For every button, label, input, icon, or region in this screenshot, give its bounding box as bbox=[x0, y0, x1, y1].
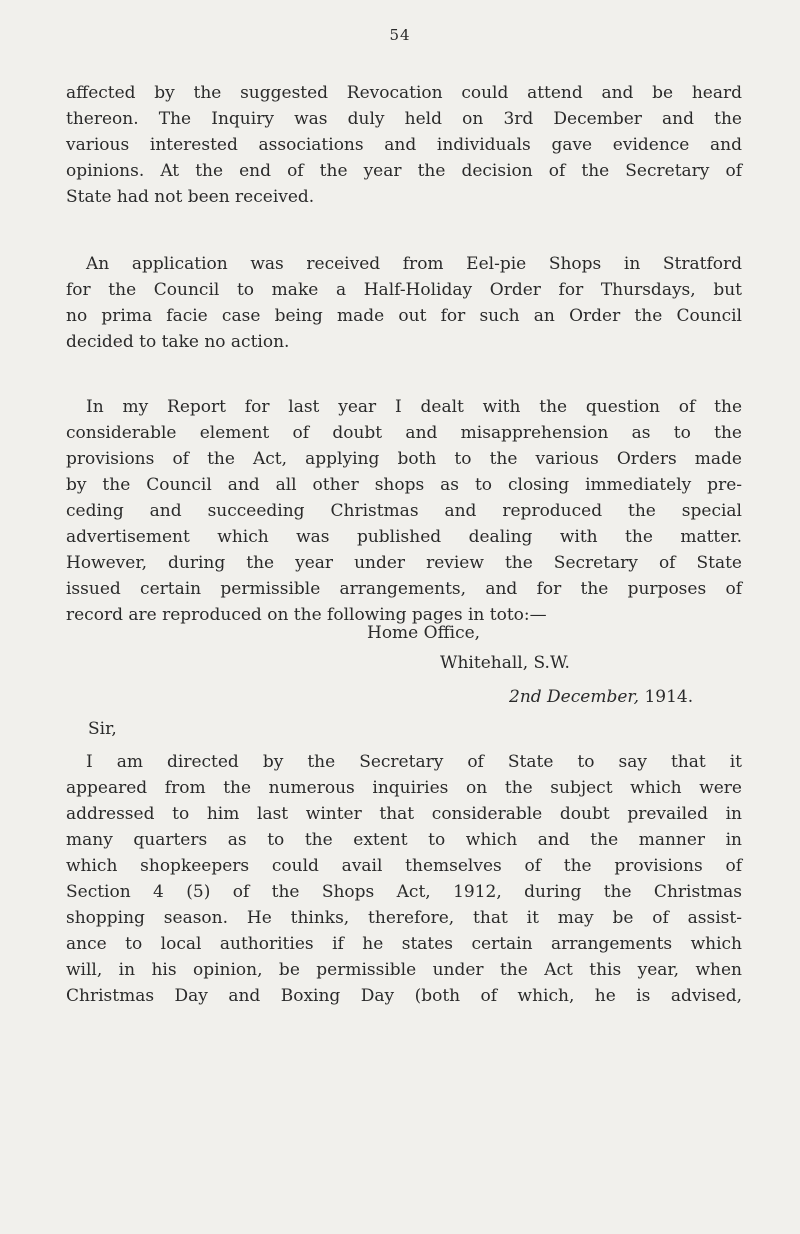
letter-date-year: 1914. bbox=[644, 687, 694, 707]
text-line: ance to local authorities if he states certain arrangements which bbox=[66, 934, 742, 954]
text-line: by the Council and all other shops as to closing immediately pre- bbox=[66, 475, 742, 495]
text-line: affected by the suggested Revocation could attend and be heard bbox=[66, 83, 742, 103]
text-line: advertisement which was published dealing with the matter. bbox=[66, 527, 742, 547]
text-line: no prima facie case being made out for such an Order the Council bbox=[66, 306, 742, 326]
text-line: opinions. At the end of the year the decision of the Secretary of bbox=[66, 161, 742, 181]
text-line: Christmas Day and Boxing Day (both of which, he is advised, bbox=[66, 986, 742, 1006]
text-line: will, in his opinion, be permissible under the Act this year, when bbox=[66, 960, 742, 980]
letter-address-line2: Whitehall, S.W. bbox=[440, 653, 570, 673]
text-line: thereon. The Inquiry was duly held on 3rd December and the bbox=[66, 109, 742, 129]
paragraph-1 bbox=[66, 80, 742, 210]
text-line: appeared from the numerous inquiries on the subject which were bbox=[66, 778, 742, 798]
text-line: many quarters as to the extent to which and the manner in bbox=[66, 830, 742, 850]
text-line: for the Council to make a Half-Holiday Order for Thursdays, but bbox=[66, 280, 742, 300]
page-number: 54 bbox=[389, 26, 411, 44]
text-line: various interested associations and individuals gave evidence and bbox=[66, 135, 742, 155]
text-line: addressed to him last winter that considerable doubt prevailed in bbox=[66, 804, 742, 824]
text-line: An application was received from Eel-pie Shops in Stratford bbox=[86, 254, 742, 274]
text-line: I am directed by the Secretary of State to say that it bbox=[86, 752, 742, 772]
text-line: decided to take no action. bbox=[66, 332, 290, 352]
text-line: considerable element of doubt and misapprehension as to the bbox=[66, 423, 742, 443]
letter-date-day-month: 2nd December, bbox=[509, 687, 640, 707]
text-line: which shopkeepers could avail themselves of the provisions of bbox=[66, 856, 742, 876]
text-line: In my Report for last year I dealt with the question of the bbox=[86, 397, 742, 417]
letter-date bbox=[509, 684, 693, 710]
letter-address-line1: Home Office, bbox=[367, 623, 481, 643]
letter-salutation: Sir, bbox=[88, 719, 117, 739]
text-line: Section 4 (5) of the Shops Act, 1912, during the Christmas bbox=[66, 882, 742, 902]
text-line: State had not been received. bbox=[66, 187, 315, 207]
paragraph-3 bbox=[66, 394, 742, 628]
letter-body bbox=[66, 749, 742, 1009]
text-line: record are reproduced on the following pages in toto:— bbox=[66, 605, 547, 625]
text-line: provisions of the Act, applying both to the various Orders made bbox=[66, 449, 742, 469]
text-line: ceding and succeeding Christmas and reproduced the special bbox=[66, 501, 742, 521]
paragraph-2 bbox=[66, 251, 742, 355]
text-line: However, during the year under review the Secretary of State bbox=[66, 553, 742, 573]
text-line: issued certain permissible arrangements, and for the purposes of bbox=[66, 579, 742, 599]
text-line: shopping season. He thinks, therefore, that it may be of assist- bbox=[66, 908, 742, 928]
